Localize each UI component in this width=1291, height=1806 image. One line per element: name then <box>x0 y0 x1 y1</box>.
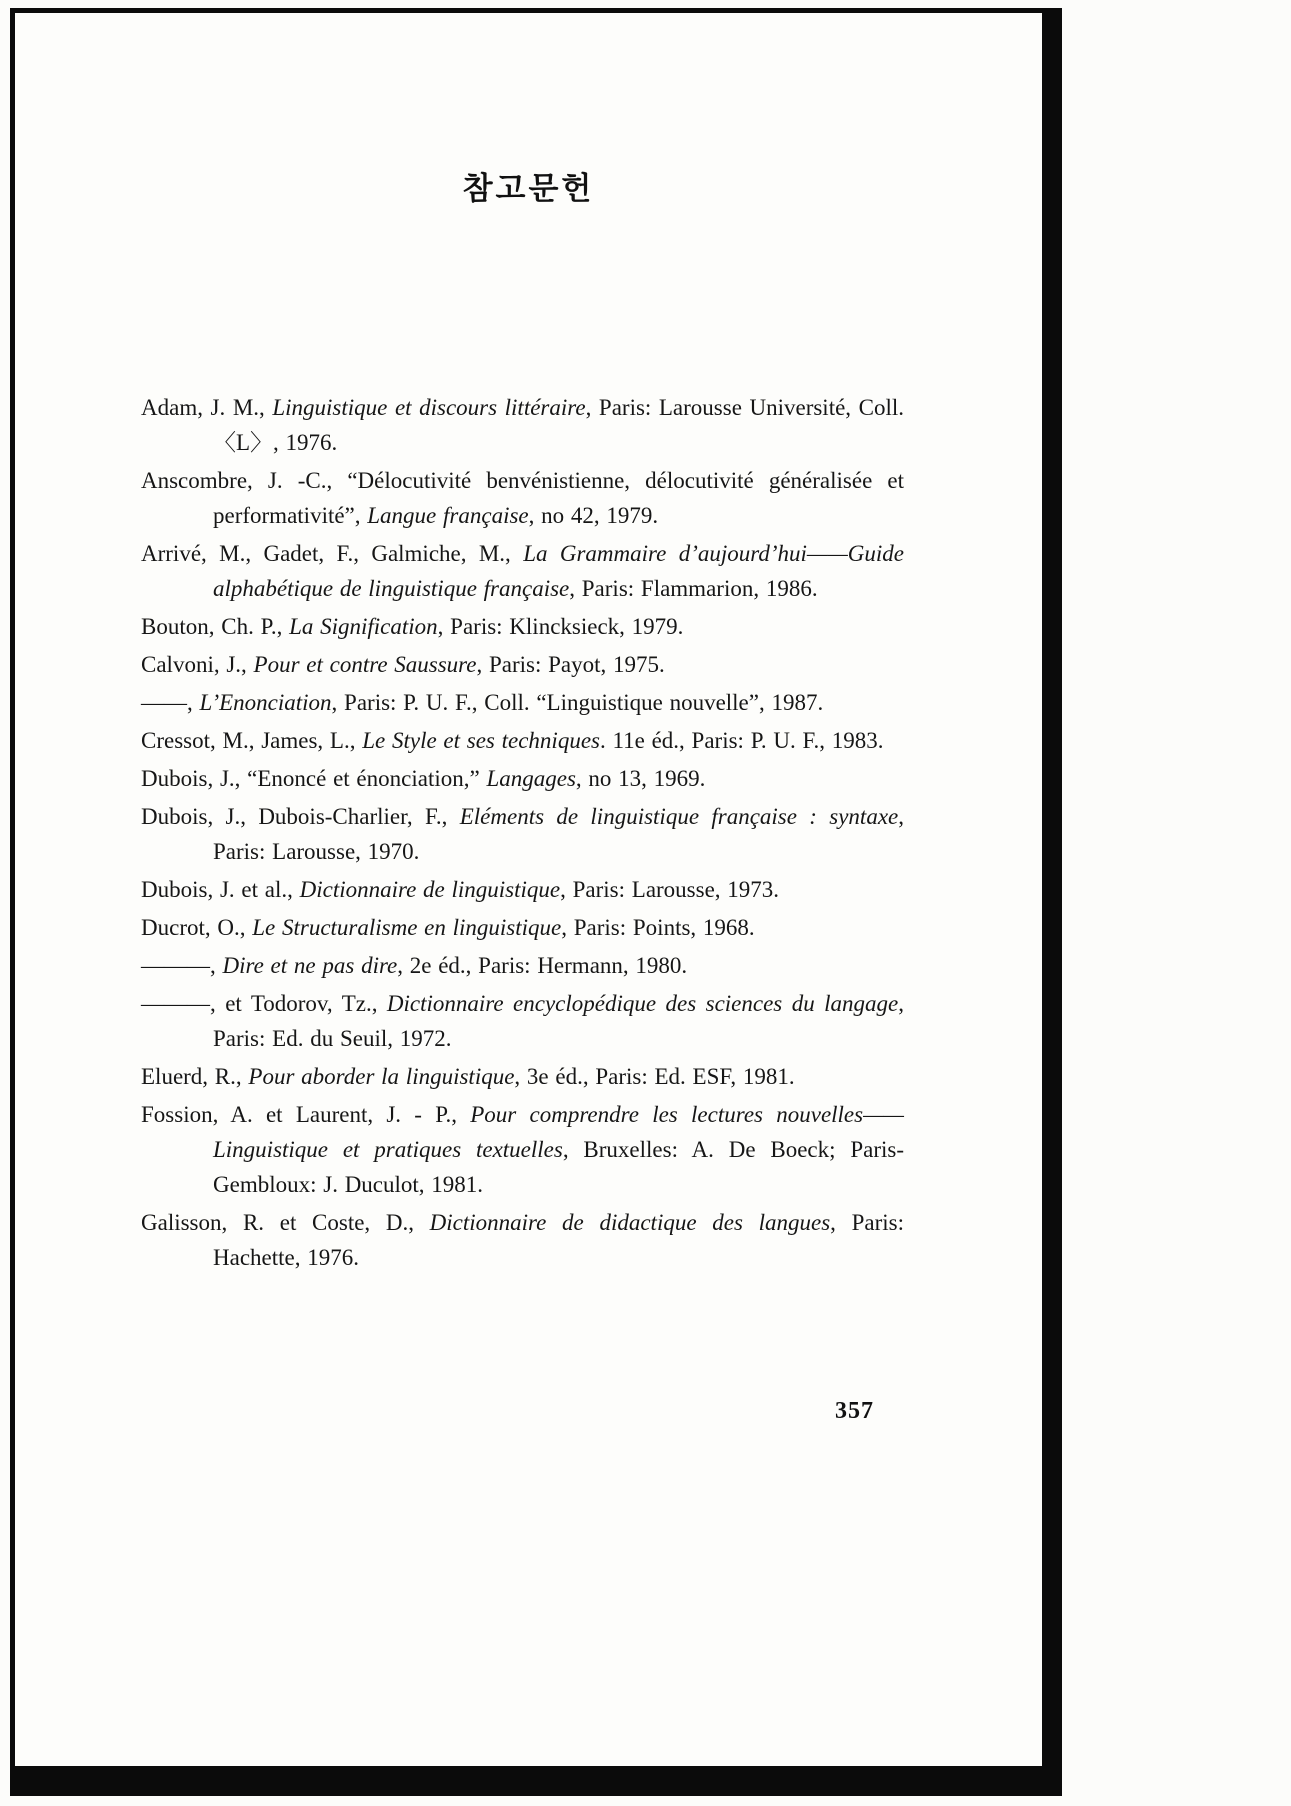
reference-text-segment: Eluerd, R., <box>141 1064 249 1089</box>
reference-entry <box>141 948 904 983</box>
page-number: 357 <box>835 1398 874 1424</box>
reference-text-segment: , Paris: Points, 1968. <box>561 915 755 940</box>
reference-text-segment: , Paris: Larousse Université, Coll. 〈L〉, 1976. <box>213 395 904 455</box>
reference-entry <box>141 1205 904 1275</box>
reference-entry <box>141 1097 904 1202</box>
reference-title-segment: La Signification <box>289 614 438 639</box>
reference-list <box>141 390 904 1275</box>
reference-text-segment: Galisson, R. et Coste, D., <box>141 1210 430 1235</box>
reference-entry <box>141 872 904 907</box>
reference-text-segment: , Paris: Hachette, 1976. <box>213 1210 904 1270</box>
reference-title-segment: Le Structuralisme en linguistique <box>252 915 562 940</box>
reference-text-segment: Dubois, J., Dubois-Charlier, F., <box>141 804 460 829</box>
reference-text-segment: , no 13, 1969. <box>575 766 706 791</box>
reference-text-segment: , Paris: Klincksieck, 1979. <box>437 614 684 639</box>
reference-title-segment: Dictionnaire de didactique des langues <box>429 1210 831 1235</box>
reference-entry <box>141 986 904 1056</box>
reference-entry <box>141 799 904 869</box>
reference-title-segment: Eléments de linguistique française : syntaxe <box>459 804 899 829</box>
reference-text-segment: Ducrot, O., <box>141 915 253 940</box>
reference-title-segment: Pour aborder la linguistique <box>248 1064 515 1089</box>
reference-text-segment: , no 42, 1979. <box>528 503 659 528</box>
reference-entry <box>141 1059 904 1094</box>
reference-text-segment: , 2e éd., Paris: Hermann, 1980. <box>397 953 688 978</box>
reference-text-segment: , Paris: Larousse, 1970. <box>213 804 904 864</box>
reference-entry <box>141 647 904 682</box>
reference-entry <box>141 536 904 606</box>
reference-title-segment: Linguistique et discours littéraire <box>272 395 586 420</box>
reference-entry <box>141 910 904 945</box>
reference-text-segment: ———, et Todorov, Tz., <box>141 991 387 1016</box>
reference-title-segment: Langue française <box>367 503 529 528</box>
reference-entry <box>141 761 904 796</box>
reference-text-segment: Cressot, M., James, L., <box>141 728 363 753</box>
reference-text-segment: . 11e éd., Paris: P. U. F., 1983. <box>599 728 884 753</box>
reference-title-segment: Pour comprendre les lectures nouvelles——Linguistique et pratiques textuelles <box>213 1102 904 1162</box>
reference-text-segment: Dubois, J. et al., <box>141 877 300 902</box>
reference-text-segment: Bouton, Ch. P., <box>141 614 290 639</box>
reference-title-segment: Le Style et ses techniques <box>362 728 600 753</box>
reference-entry <box>141 390 904 460</box>
reference-text-segment: , Paris: Flammarion, 1986. <box>569 576 818 601</box>
reference-text-segment: ———, <box>141 953 223 978</box>
reference-text-segment: Fossion, A. et Laurent, J. - P., <box>141 1102 471 1127</box>
reference-text-segment: Anscombre, J. -C., “Délocutivité benvénistienne, délocutivité généralisée et performativité”, <box>141 468 904 528</box>
reference-text-segment: , 3e éd., Paris: Ed. ESF, 1981. <box>514 1064 795 1089</box>
reference-text-segment: Dubois, J., “Enoncé et énonciation,” <box>141 766 487 791</box>
reference-title-segment: Langages <box>486 766 576 791</box>
page-border-frame <box>10 8 1062 1796</box>
page-title: 참고문헌 <box>462 171 595 206</box>
reference-title-segment: Dictionnaire de linguistique <box>299 877 561 902</box>
reference-title-segment: Dire et ne pas dire <box>222 953 398 978</box>
reference-entry <box>141 609 904 644</box>
reference-text-segment: , Paris: P. U. F., Coll. “Linguistique nouvelle”, 1987. <box>331 690 824 715</box>
reference-text-segment: , Paris: Payot, 1975. <box>476 652 665 677</box>
reference-text-segment: , Paris: Ed. du Seuil, 1972. <box>213 991 904 1051</box>
reference-title-segment: Dictionnaire encyclopédique des sciences du langage <box>386 991 899 1016</box>
reference-title-segment: Pour et contre Saussure <box>253 652 477 677</box>
reference-title-segment: La Grammaire d’aujourd’hui——Guide alphabétique de linguistique française <box>213 541 905 601</box>
reference-text-segment: Adam, J. M., <box>141 395 273 420</box>
reference-text-segment: Arrivé, M., Gadet, F., Galmiche, M., <box>141 541 524 566</box>
reference-text-segment: Calvoni, J., <box>141 652 254 677</box>
reference-title-segment: L’Enonciation <box>199 690 332 715</box>
reference-text-segment: , Paris: Larousse, 1973. <box>560 877 780 902</box>
reference-text-segment: ——, <box>141 690 200 715</box>
reference-entry <box>141 463 904 533</box>
reference-entry <box>141 723 904 758</box>
reference-text-segment: , Bruxelles: A. De Boeck; Paris-Gembloux: J. Duculot, 1981. <box>213 1137 904 1197</box>
reference-entry <box>141 685 904 720</box>
